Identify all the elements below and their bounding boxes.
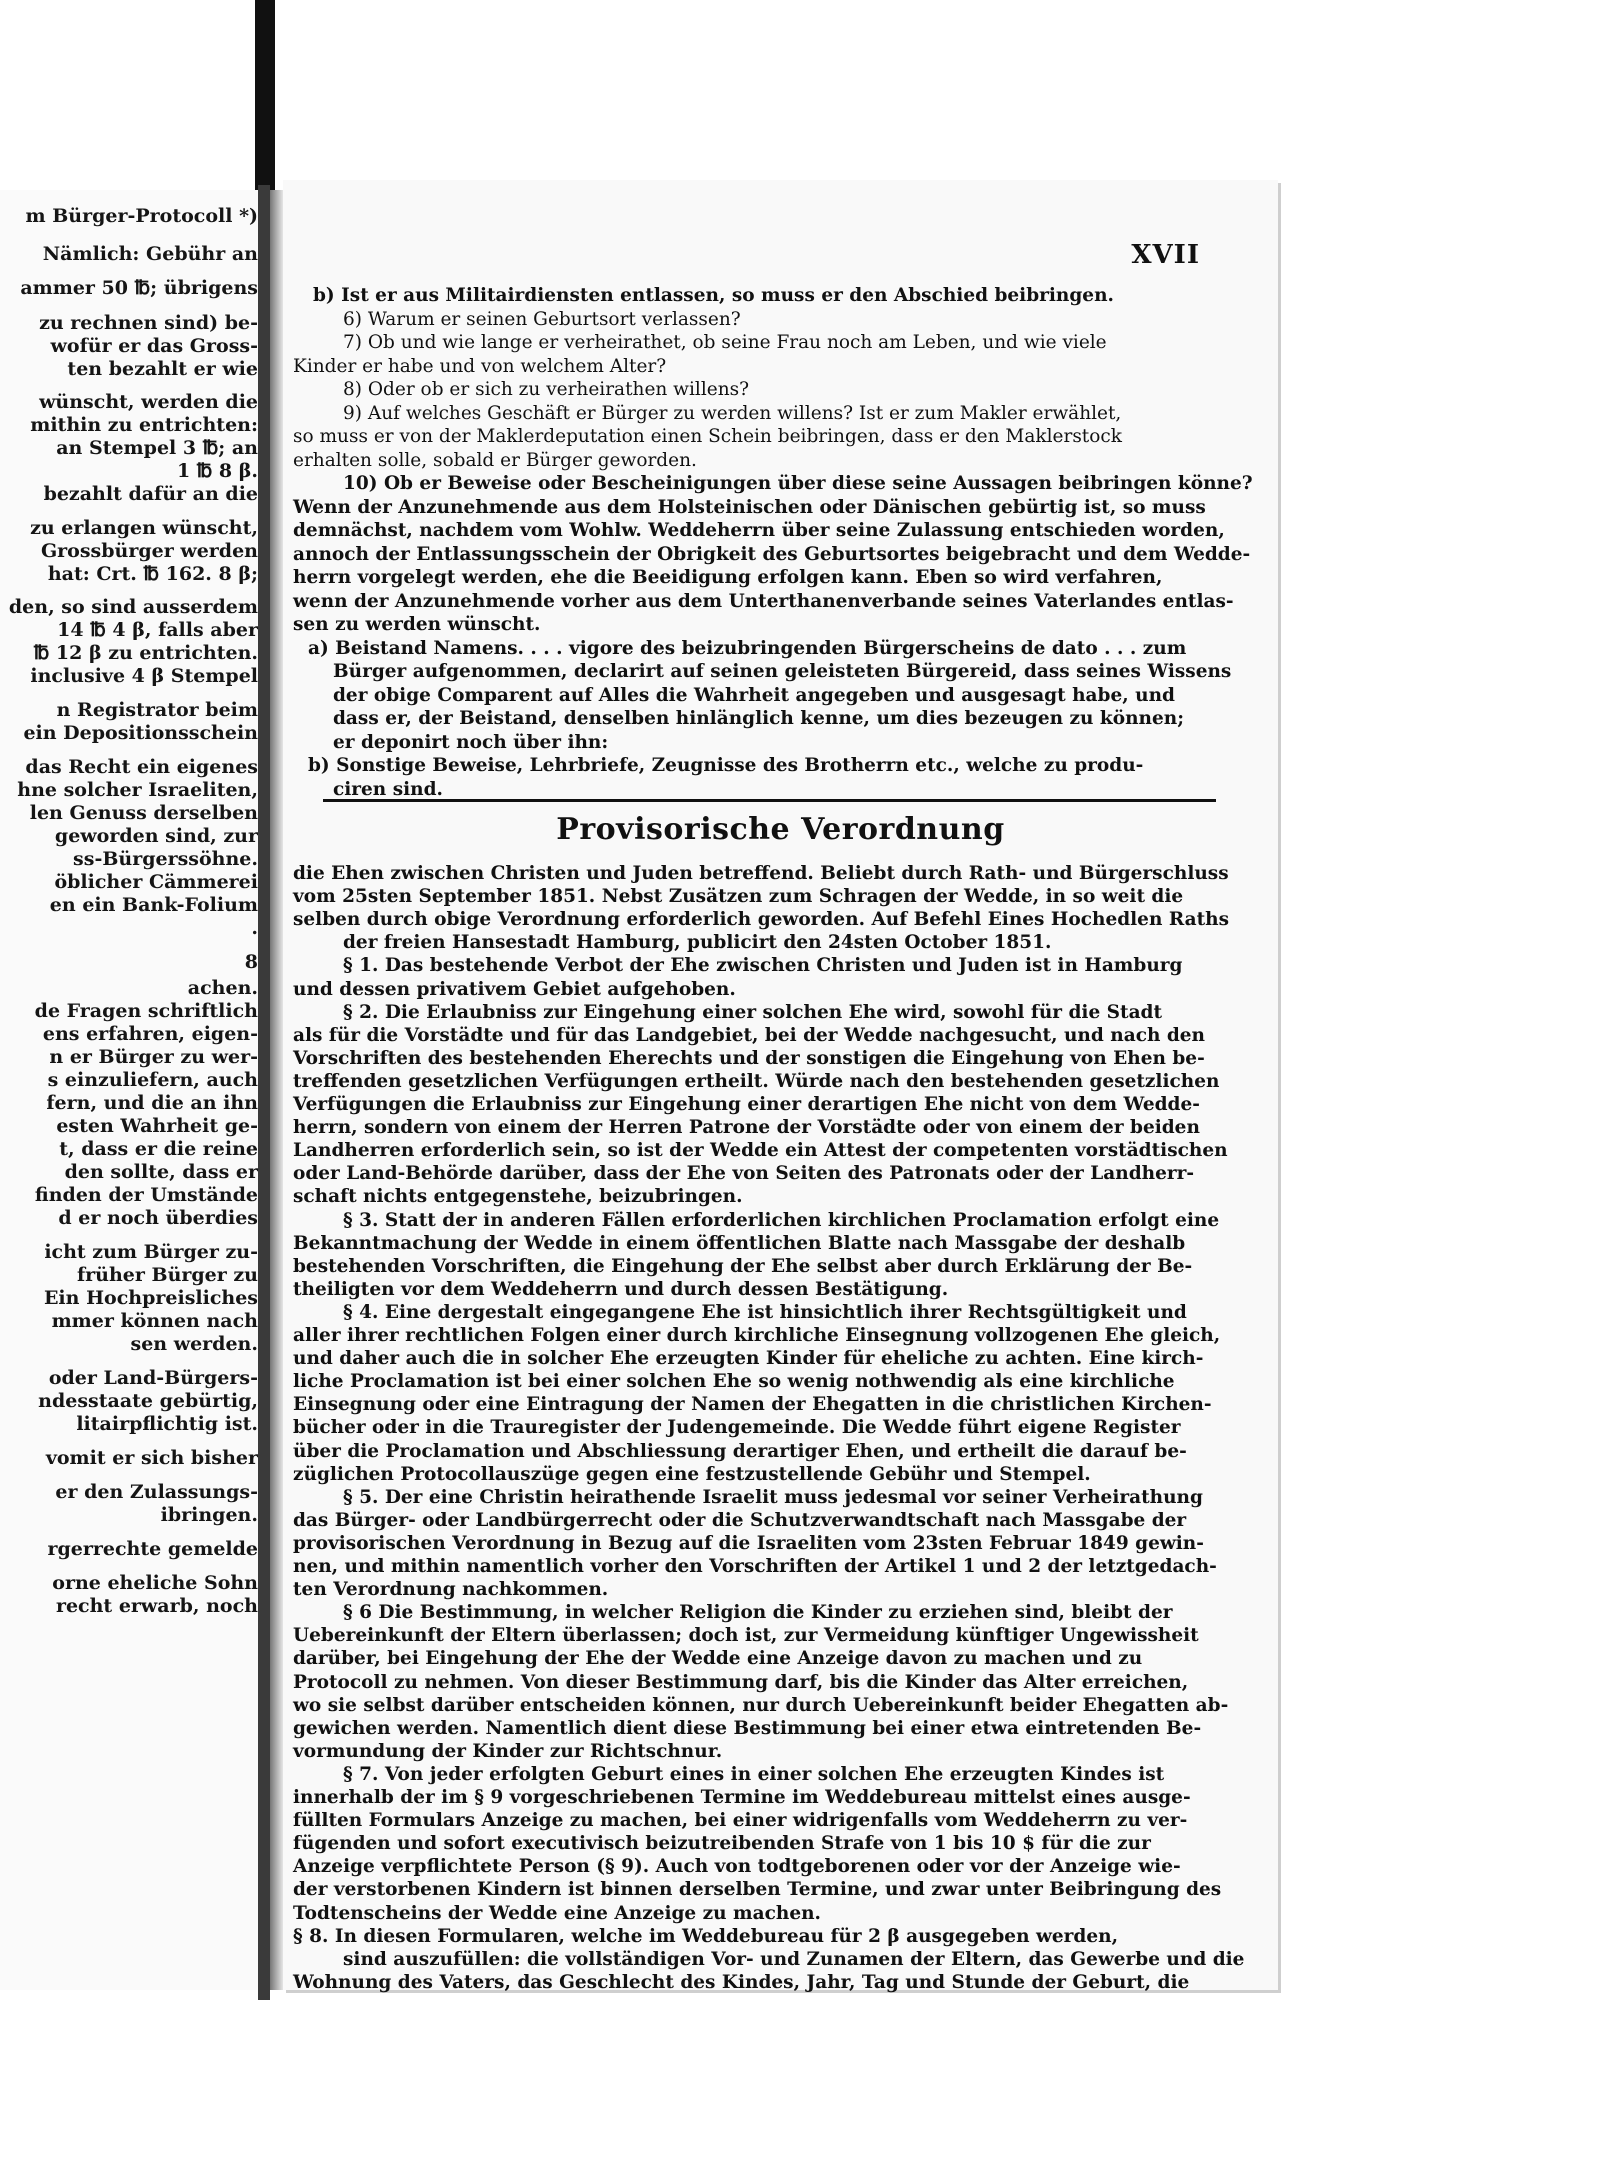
left-page-line: oder Land-Bürgers- — [48, 1367, 258, 1389]
page-number: XVII — [1131, 240, 1200, 270]
text-line: Verfügungen die Erlaubniss zur Eingehung einer derartigen Ehe nicht von dem Wedde- — [293, 1094, 1200, 1115]
text-line: theiligten vor dem Weddeherrn und durch dessen Bestätigung. — [293, 1278, 949, 1300]
left-page-line: zu erlangen wünscht, — [30, 517, 258, 539]
text-line: oder Land-Behörde darüber, dass der Ehe von Seiten des Patronats oder der Landherr- — [293, 1163, 1195, 1185]
text-line: vormundung der Kinder zur Richtschnur. — [293, 1740, 723, 1762]
text-line: so muss er von der Maklerdeputation einen Schein beibringen, dass er den Maklerstock — [293, 426, 1122, 447]
left-page-line: ℔ 12 β zu entrichten. — [33, 642, 258, 664]
text-line: gewichen werden. Namentlich dient diese Bestimmung bei einer etwa eintretenden Be- — [293, 1717, 1202, 1739]
left-page-line: . — [251, 917, 258, 939]
text-line: liche Proclamation ist bei einer solchen Ehe so wenig nothwendig als eine kirchliche — [293, 1371, 1175, 1393]
left-page-line: 1 ℔ 8 β. — [176, 460, 258, 482]
text-line: der obige Comparent auf Alles die Wahrheit angegeben und ausgesagt habe, und — [333, 684, 1175, 706]
left-page-line: de Fragen schriftlich — [34, 1000, 258, 1022]
left-page-line: an Stempel 3 ℔; an — [56, 437, 258, 459]
right-page — [283, 180, 1278, 1993]
text-line: Anzeige verpflichtete Person (§ 9). Auch von todtgeborenen oder vor der Anzeige wie- — [293, 1856, 1181, 1878]
left-page-line: fern, und die an ihn — [46, 1092, 258, 1114]
left-page-line: recht erwarb, noch — [55, 1595, 258, 1617]
text-line: ten Verordnung nachkommen. — [293, 1579, 609, 1601]
text-line: Bürger aufgenommen, declarirt auf seinen geleisteten Bürgereid, dass seines Wissens — [333, 661, 1232, 682]
text-line: das Bürger- oder Landbürgerrecht oder die Schutzverwandtschaft nach Massgabe der — [293, 1509, 1187, 1531]
left-page-line: ten bezahlt er wie — [67, 358, 258, 380]
text-line: und dessen privativem Gebiet aufgehoben. — [293, 978, 736, 1000]
left-page-line: 8 — [244, 951, 258, 973]
left-page-line: wünscht, werden die — [39, 391, 258, 413]
text-line: darüber, bei Eingehung der Ehe der Wedde eine Anzeige davon zu machen und zu — [293, 1648, 1143, 1670]
text-line: 9) Auf welches Geschäft er Bürger zu werden willens? Ist er zum Makler erwählet, — [343, 402, 1122, 424]
left-page-line: ein Depositionsschein — [23, 722, 258, 744]
binding-strip — [255, 0, 275, 190]
text-line: demnächst, nachdem vom Wohlw. Weddeherrn über seine Zulassung entschieden worden, — [293, 520, 1225, 541]
text-line: schaft nichts entgegenstehe, beizubringen. — [293, 1186, 743, 1208]
left-page-line: len Genuss derselben — [29, 802, 258, 824]
text-line: über die Proclamation und Abschliessung derartiger Ehen, und ertheilt die darauf be- — [293, 1440, 1187, 1462]
text-line: a) Beistand Namens. . . . vigore des beizubringenden Bürgerscheins de dato . . . zum — [308, 637, 1187, 659]
left-page-line: rgerrechte gemelde — [47, 1538, 258, 1560]
text-line: wenn der Anzunehmende vorher aus dem Unterthanenverbande seines Vaterlandes entlas- — [293, 590, 1234, 612]
text-line: selben durch obige Verordnung erforderlich geworden. Auf Befehl Eines Hochedlen Raths — [293, 909, 1230, 931]
text-line: Kinder er habe und von welchem Alter? — [293, 355, 667, 377]
text-line: provisorischen Verordnung in Bezug auf die Israeliten vom 23sten Februar 1849 gewin- — [293, 1532, 1204, 1554]
left-page-line: finden der Umstände — [34, 1184, 258, 1206]
left-page — [0, 190, 262, 1990]
text-line: erhalten solle, sobald er Bürger geworden. — [293, 449, 697, 471]
text-line: annoch der Entlassungsschein der Obrigkeit des Geburtsortes beigebracht und dem Wedde- — [293, 543, 1251, 565]
text-line: nen, und mithin namentlich vorher den Vorschriften der Artikel 1 und 2 der letztgedach- — [293, 1556, 1217, 1577]
left-page-line: esten Wahrheit ge- — [56, 1115, 258, 1137]
text-line: züglichen Protocollauszüge gegen eine festzustellende Gebühr und Stempel. — [293, 1463, 1091, 1485]
book-gutter — [258, 185, 270, 2000]
text-line: füllten Formulars Anzeige zu machen, bei einer widrigenfalls vom Weddeherrn zu ver- — [293, 1810, 1188, 1832]
left-page-line: 14 ℔ 4 β, falls aber — [57, 619, 258, 641]
left-page-line: öblicher Cämmerei — [54, 871, 258, 893]
left-page-line: er den Zulassungs- — [55, 1481, 258, 1503]
text-line: der verstorbenen Kindern ist binnen derselben Termine, und zwar unter Beibringung des — [293, 1879, 1222, 1901]
left-page-line: hne solcher Israeliten, — [17, 779, 258, 801]
text-line: er deponirt noch über ihn: — [333, 731, 609, 753]
text-line: 6) Warum er seinen Geburtsort verlassen? — [343, 308, 741, 330]
paragraph-start-line: § 1. Das bestehende Verbot der Ehe zwischen Christen und Juden ist in Hamburg — [343, 955, 1183, 977]
text-line: fügenden und sofort executivisch beizutreibenden Strafe von 1 bis 10 $ für die zur — [293, 1833, 1151, 1855]
text-line: wo sie selbst darüber entscheiden können, nur durch Uebereinkunft beider Ehegatten ab- — [293, 1694, 1229, 1716]
left-page-line: das Recht ein eigenes — [25, 756, 258, 778]
text-line: der freien Hansestadt Hamburg, publicirt den 24sten October 1851. — [343, 932, 1052, 954]
text-line: bestehenden Vorschriften, die Eingehung der Ehe selbst aber durch Erklärung der Be- — [293, 1255, 1193, 1277]
left-page-line: mmer können nach — [51, 1310, 258, 1332]
left-page-line: ammer 50 ℔; übrigens — [20, 277, 258, 299]
text-line: Protocoll zu nehmen. Von dieser Bestimmung darf, bis die Kinder das Alter erreichen, — [293, 1671, 1189, 1693]
text-line: dass er, der Beistand, denselben hinlänglich kenne, um dies bezeugen zu können; — [333, 708, 1185, 729]
left-page-line: ens erfahren, eigen- — [42, 1023, 258, 1045]
left-page-line: den sollte, dass er — [64, 1161, 258, 1183]
paragraph-start-line: § 6 Die Bestimmung, in welcher Religion die Kinder zu erziehen sind, bleibt der — [343, 1602, 1173, 1624]
text-line: b) Sonstige Beweise, Lehrbriefe, Zeugnisse des Brotherrn etc., welche zu produ- — [308, 755, 1144, 776]
left-page-line: m Bürger-Protocoll *) — [25, 205, 258, 227]
left-page-line: den, so sind ausserdem — [8, 596, 258, 618]
text-line: 8) Oder ob er sich zu verheirathen willens? — [343, 379, 750, 400]
section-divider — [323, 799, 1216, 802]
left-page-line: wofür er das Gross- — [50, 335, 258, 357]
text-line: aller ihrer rechtlichen Folgen einer durch kirchliche Einsegnung vollzogenen Ehe gleich, — [293, 1325, 1221, 1346]
left-page-line: ss-Bürgerssöhne. — [73, 848, 258, 870]
left-page-line: Ein Hochpreisliches — [43, 1287, 258, 1309]
text-line: die Ehen zwischen Christen und Juden betreffend. Beliebt durch Rath- und Bürgerschluss — [293, 863, 1229, 884]
paragraph-start-line: § 3. Statt der in anderen Fällen erforderlichen kirchlichen Proclamation erfolgt eine — [343, 1209, 1220, 1231]
text-line: Einsegnung oder eine Eintragung der Namen der Ehegatten in die christlichen Kirchen- — [293, 1394, 1212, 1416]
left-page-line: s einzuliefern, auch — [47, 1069, 258, 1091]
text-line: Landherren erforderlich sein, so ist der Wedde ein Attest der competenten vorstädtischen — [293, 1140, 1228, 1162]
text-line: und daher auch die in solcher Ehe erzeugten Kinder für eheliche zu achten. Eine kirch- — [293, 1348, 1204, 1370]
paragraph-start-line: sind auszufüllen: die vollständigen Vor- und Zunamen der Eltern, das Gewerbe und die — [343, 1948, 1245, 1970]
left-page-line: orne eheliche Sohn — [52, 1572, 258, 1594]
text-line: ciren sind. — [333, 778, 443, 800]
paragraph-start-line: § 4. Eine dergestalt eingegangene Ehe ist hinsichtlich ihrer Rechtsgültigkeit und — [343, 1301, 1187, 1323]
section-title: Provisorische Verordnung — [556, 812, 1005, 847]
paragraph-start-line: § 7. Von jeder erfolgten Geburt eines in einer solchen Ehe erzeugten Kindes ist — [343, 1763, 1165, 1785]
left-page-line: icht zum Bürger zu- — [44, 1241, 258, 1263]
left-page-line: ndesstaate gebürtig, — [38, 1390, 258, 1412]
left-page-line: hat: Crt. ℔ 162. 8 β; — [47, 563, 258, 585]
text-line: Bekanntmachung der Wedde in einem öffentlichen Blatte nach Massgabe der deshalb — [293, 1232, 1186, 1254]
text-line: Todtenscheins der Wedde eine Anzeige zu machen. — [293, 1902, 821, 1924]
text-line: vom 25sten September 1851. Nebst Zusätzen zum Schragen der Wedde, in so weit die — [293, 886, 1184, 908]
left-page-line: litairpflichtig ist. — [76, 1413, 258, 1435]
left-page-line: n Registrator beim — [56, 699, 258, 721]
left-page-line: Nämlich: Gebühr an — [42, 243, 258, 265]
left-page-line: achen. — [187, 977, 258, 999]
left-page-line: geworden sind, zur — [54, 825, 258, 847]
text-line: § 8. In diesen Formularen, welche im Weddebureau für 2 β ausgegeben werden, — [293, 1925, 1119, 1947]
gutter-shadow — [270, 190, 284, 1990]
left-page-line: ibringen. — [160, 1504, 258, 1526]
left-page-line: vomit er sich bisher — [45, 1447, 258, 1469]
left-page-line: zu rechnen sind) be- — [39, 312, 258, 334]
text-line: Uebereinkunft der Eltern überlassen; doch ist, zur Vermeidung künftiger Ungewissheit — [293, 1625, 1199, 1647]
left-page-line: bezahlt dafür an die — [43, 483, 258, 505]
paragraph-start-line: § 2. Die Erlaubniss zur Eingehung einer solchen Ehe wird, sowohl für die Stadt — [343, 1001, 1163, 1023]
text-line: sen zu werden wünscht. — [293, 614, 541, 635]
text-line: 7) Ob und wie lange er verheirathet, ob seine Frau noch am Leben, und wie viele — [343, 332, 1107, 353]
left-page-line: früher Bürger zu — [76, 1264, 258, 1286]
left-page-line: t, dass er die reine — [59, 1138, 258, 1160]
text-line: herrn, sondern von einem der Herren Patrone der Vorstädte oder von einem der beiden — [293, 1117, 1200, 1139]
left-page-line: d er noch überdies — [58, 1207, 258, 1229]
text-line: b) Ist er aus Militairdiensten entlassen, so muss er den Abschied beibringen. — [313, 285, 1114, 306]
left-page-line: en ein Bank-Folium — [49, 894, 258, 916]
text-line: Vorschriften des bestehenden Eherechts und der sonstigen die Eingehung von Ehen be- — [293, 1047, 1205, 1069]
text-line: treffenden gesetzlichen Verfügungen ertheilt. Würde nach den bestehenden gesetzlichen — [293, 1070, 1220, 1092]
paragraph-start-line: § 5. Der eine Christin heirathende Israelit muss jedesmal vor seiner Verheirathung — [343, 1486, 1203, 1508]
left-page-line: sen werden. — [130, 1333, 258, 1355]
left-page-line: inclusive 4 β Stempel — [30, 665, 258, 687]
left-page-line: Grossbürger werden — [40, 540, 258, 562]
text-line: Wenn der Anzunehmende aus dem Holsteinischen oder Dänischen gebürtig ist, so muss — [293, 496, 1206, 518]
text-line: bücher oder in die Trauregister der Judengemeinde. Die Wedde führt eigene Register — [293, 1417, 1181, 1439]
text-line: als für die Vorstädte und für das Landgebiet, bei der Wedde nachgesucht, und nach den — [293, 1024, 1206, 1046]
left-page-line: mithin zu entrichten: — [30, 414, 258, 436]
left-page-line: n er Bürger zu wer- — [49, 1046, 258, 1068]
text-line: 10) Ob er Beweise oder Bescheinigungen über diese seine Aussagen beibringen könne? — [343, 473, 1253, 494]
text-line: Wohnung des Vaters, das Geschlecht des Kindes, Jahr, Tag und Stunde der Geburt, die — [293, 1971, 1190, 1993]
text-line: herrn vorgelegt werden, ehe die Beeidigung erfolgen kann. Eben so wird verfahren, — [293, 567, 1163, 588]
text-line: innerhalb der im § 9 vorgeschriebenen Termine im Weddebureau mittelst eines ausge- — [293, 1787, 1191, 1808]
